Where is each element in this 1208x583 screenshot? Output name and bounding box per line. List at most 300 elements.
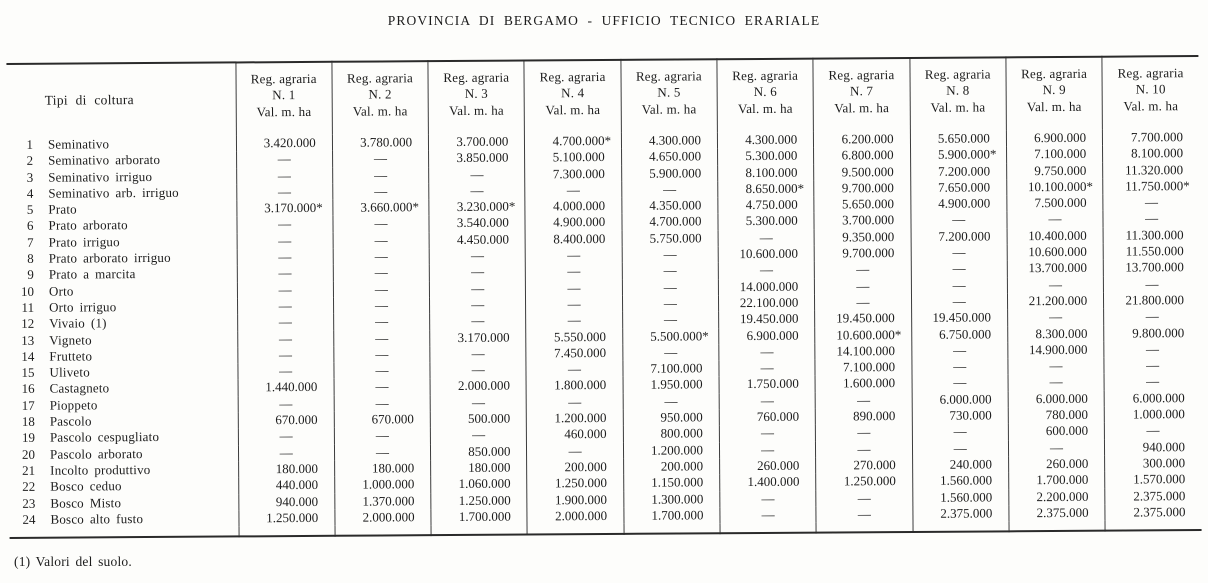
cell-value: 3.700.000 <box>814 212 910 229</box>
row-number: 22 <box>22 479 36 495</box>
column-header-line-region: Reg. agraria <box>443 69 510 86</box>
row-label-cell <box>9 461 238 479</box>
cell-empty: — <box>815 278 911 295</box>
row-label-cell <box>8 347 237 365</box>
cell-empty: — <box>912 375 1008 392</box>
cell-value: 8.100.000 <box>718 164 814 181</box>
cell-value: 4.700.000 <box>622 214 718 231</box>
cell-value: 2.000.000 <box>527 508 623 525</box>
cell-empty: — <box>911 261 1007 278</box>
column-header-line-unit: Val. m. ha <box>352 103 408 119</box>
cell-empty: — <box>238 396 334 413</box>
cell-empty: — <box>333 248 429 265</box>
cell-value: 1.700.000 <box>1009 472 1105 489</box>
cell-empty: — <box>1104 357 1200 374</box>
cell-value: 3.700.000 <box>429 134 525 151</box>
cell-value: 2.375.000 <box>1105 488 1201 505</box>
cell-value: 300.000 <box>1105 455 1201 472</box>
row-label: Seminativo arborato <box>48 152 161 168</box>
cell-value: 1.300.000 <box>623 491 719 508</box>
column-header-line-unit: Val. m. ha <box>737 100 793 116</box>
row-number: 13 <box>21 332 35 348</box>
cell-value: 4.450.000 <box>429 231 525 248</box>
row-label: Uliveto <box>49 364 90 380</box>
cell-empty: — <box>237 330 333 347</box>
cell-value: 180.000 <box>334 460 430 477</box>
cell-empty: — <box>911 244 1007 261</box>
spacer-cell <box>431 525 527 536</box>
row-label: Castagneto <box>49 380 110 397</box>
cell-value: 5.300.000 <box>718 148 814 165</box>
cell-value: 950.000 <box>623 409 719 426</box>
row-number: 9 <box>27 267 34 283</box>
column-header-line-unit: Val. m. ha <box>1123 98 1179 114</box>
row-label-cell <box>7 201 236 219</box>
row-label: Pascolo cespugliato <box>49 429 160 446</box>
row-label-cell <box>8 298 237 316</box>
cell-value: 14.100.000 <box>815 343 911 360</box>
table-container <box>6 55 1201 539</box>
cell-value: 440.000 <box>238 477 334 494</box>
cell-value: 1.700.000 <box>624 507 720 524</box>
row-label-cell <box>8 233 237 251</box>
spacer-cell <box>10 527 239 539</box>
cell-value: 2.000.000 <box>335 509 431 526</box>
cell-empty: — <box>623 344 719 361</box>
row-number: 11 <box>21 299 35 315</box>
cell-value: 1.700.000 <box>431 508 527 525</box>
cell-value: 13.700.000 <box>1007 260 1103 277</box>
cell-empty: — <box>1008 439 1104 456</box>
column-header-line-region: Reg. agraria <box>924 66 991 82</box>
cell-empty: — <box>1007 276 1103 293</box>
cell-value: 1.600.000 <box>815 375 911 392</box>
cell-empty: — <box>334 444 430 461</box>
cell-value: 8.400.000 <box>525 231 621 248</box>
cell-empty: — <box>333 281 429 298</box>
column-header-line-number: N. 8 <box>946 82 970 99</box>
cell-empty: — <box>526 247 622 264</box>
cell-empty: — <box>333 232 429 249</box>
column-header-reg-agraria-7 <box>813 58 910 132</box>
cell-value: 6.750.000 <box>911 326 1007 343</box>
cell-empty: — <box>622 295 718 312</box>
cell-value: 9.500.000 <box>814 164 910 181</box>
cell-empty: — <box>237 265 333 282</box>
column-header-tipi-di-coltura <box>6 62 235 137</box>
footnote: (1) Valori del suolo. <box>14 554 132 569</box>
row-label-cell <box>7 168 236 186</box>
cell-empty: — <box>525 182 621 199</box>
cell-empty: — <box>429 182 525 199</box>
row-label: Incolto produttivo <box>50 461 151 478</box>
cell-value: 1.150.000 <box>623 474 719 491</box>
cell-value: 5.900.000 <box>621 165 717 182</box>
cell-empty: — <box>527 443 623 460</box>
row-label: Prato a marcita <box>48 266 136 283</box>
row-label-cell <box>8 331 237 349</box>
row-label-cell <box>7 135 236 153</box>
cell-empty: — <box>527 394 623 411</box>
cell-value: 3.420.000 <box>236 135 332 152</box>
cell-value: 5.550.000 <box>526 328 622 345</box>
cell-empty: — <box>334 330 430 347</box>
column-header-line-region: Reg. agraria <box>635 68 702 84</box>
cell-empty: — <box>1104 308 1200 325</box>
column-header-line-number: N. 6 <box>753 84 777 100</box>
cell-empty: — <box>237 298 333 315</box>
cell-value: 1.900.000 <box>527 491 623 508</box>
row-label: Seminativo arb. irriguo <box>48 184 179 201</box>
cell-value: 1.800.000 <box>526 377 622 394</box>
row-number: 14 <box>21 348 35 364</box>
cell-value: 4.900.000 <box>525 214 621 231</box>
row-label: Orto irriguo <box>49 299 117 315</box>
cell-empty: — <box>333 216 429 233</box>
cell-value: 6.000.000 <box>912 391 1008 408</box>
column-header-line-number: N. 4 <box>561 85 585 101</box>
cell-number: 8.650.000 <box>745 180 798 196</box>
cell-value-starred <box>1103 178 1199 195</box>
cell-value: 2.200.000 <box>1009 488 1105 505</box>
spacer-cell <box>239 526 335 537</box>
cell-empty: — <box>1105 422 1201 439</box>
column-header-line-region: Reg. agraria <box>250 70 317 87</box>
row-number: 12 <box>21 316 35 332</box>
cell-value: 180.000 <box>238 461 334 478</box>
cell-value: 1.200.000 <box>527 410 623 427</box>
cell-number: 5.900.000 <box>937 146 990 163</box>
column-header-line-region: Reg. agraria <box>828 67 895 83</box>
column-header-reg-agraria-6 <box>717 59 814 133</box>
cell-value: 10.600.000 <box>1007 244 1103 261</box>
row-number: 8 <box>27 250 34 266</box>
cell-value: 730.000 <box>912 407 1008 424</box>
cell-value: 1.250.000 <box>527 475 623 492</box>
cell-empty: — <box>622 246 718 263</box>
cell-empty: — <box>1008 374 1104 391</box>
cell-value: 7.300.000 <box>525 165 621 182</box>
cell-value: 1.400.000 <box>720 474 816 491</box>
cell-value: 1.750.000 <box>719 376 815 393</box>
column-header-reg-agraria-5 <box>621 59 718 133</box>
row-number: 10 <box>20 283 34 299</box>
cell-value: 21.200.000 <box>1007 293 1103 310</box>
cell-empty: — <box>720 490 816 507</box>
cell-number: 4.700.000 <box>552 132 605 149</box>
cell-value: 260.000 <box>720 458 816 475</box>
cell-value: 260.000 <box>1008 456 1104 473</box>
cell-value: 1.560.000 <box>912 473 1008 490</box>
column-header-line-region: Reg. agraria <box>732 67 799 84</box>
row-label: Orto <box>48 283 74 299</box>
cell-empty: — <box>334 346 430 363</box>
column-header-line-number: N. 5 <box>657 84 681 101</box>
spacer-cell <box>624 523 720 534</box>
cell-empty: — <box>526 361 622 378</box>
row-label: Pioppeto <box>49 397 98 413</box>
cell-value: 7.200.000 <box>911 228 1007 245</box>
column-header-reg-agraria-1 <box>235 62 332 136</box>
cell-empty: — <box>333 313 429 330</box>
cell-value: 6.800.000 <box>814 147 910 164</box>
cell-value: 4.750.000 <box>718 197 814 214</box>
cell-value: 19.450.000 <box>815 310 911 327</box>
row-label-cell <box>8 282 237 300</box>
cell-value: 6.000.000 <box>1104 390 1200 407</box>
row-number: 2 <box>26 153 34 169</box>
cell-empty: — <box>911 358 1007 375</box>
cell-empty: — <box>622 263 718 280</box>
cell-value: 4.650.000 <box>621 149 717 166</box>
row-label-cell <box>9 445 238 463</box>
row-label: Prato <box>48 201 77 217</box>
cell-value-starred <box>525 133 621 150</box>
cell-value: 4.300.000 <box>621 132 717 149</box>
cell-value: 3.170.000 <box>430 329 526 346</box>
cell-empty: — <box>334 395 430 412</box>
cell-value: 1.370.000 <box>335 493 431 510</box>
document-title: PROVINCIA DI BERGAMO - UFFICIO TECNICO ERARIALE <box>387 13 821 28</box>
row-label: Seminativo irriguo <box>48 168 153 185</box>
cell-empty: — <box>237 281 333 298</box>
column-header-line-unit: Val. m. ha <box>1026 98 1082 115</box>
cell-value-starred <box>815 327 911 344</box>
cell-value-starred <box>718 180 814 197</box>
row-label: Prato arborato <box>48 217 128 234</box>
cell-value: 1.950.000 <box>623 377 719 394</box>
cell-value: 10.400.000 <box>1007 227 1103 244</box>
cell-empty: — <box>429 280 525 297</box>
cell-empty: — <box>430 313 526 330</box>
cell-value: 1.570.000 <box>1105 471 1201 488</box>
cell-empty: — <box>912 424 1008 441</box>
row-label-cell <box>7 152 236 170</box>
cell-empty: — <box>719 441 815 458</box>
cell-empty: — <box>236 184 332 201</box>
row-number: 17 <box>21 397 35 413</box>
row-number: 20 <box>21 446 36 462</box>
cell-empty: — <box>236 151 332 168</box>
row-label: Vivaio (1) <box>49 315 107 331</box>
cell-empty: — <box>334 362 430 379</box>
spacer-cell <box>816 522 912 533</box>
row-number: 23 <box>22 495 36 511</box>
cell-value: 180.000 <box>431 459 527 476</box>
cell-value: 11.550.000 <box>1103 243 1199 260</box>
cell-empty: — <box>1103 211 1199 228</box>
cell-value-starred <box>910 147 1006 164</box>
cell-empty: — <box>816 441 912 458</box>
cell-value: 670.000 <box>334 411 430 428</box>
cell-empty: — <box>430 345 526 362</box>
cell-empty: — <box>719 392 815 409</box>
cell-empty: — <box>333 297 429 314</box>
cell-empty: — <box>526 296 622 313</box>
column-header-reg-agraria-9 <box>1006 57 1103 131</box>
cell-empty: — <box>333 183 429 200</box>
column-header-line-number: N. 9 <box>1042 82 1066 98</box>
cell-value: 9.700.000 <box>814 180 910 197</box>
cell-value: 3.540.000 <box>429 215 525 232</box>
cell-value-starred <box>1007 179 1103 196</box>
cell-value: 500.000 <box>430 411 526 428</box>
column-header-reg-agraria-4 <box>524 60 621 134</box>
cell-empty: — <box>718 229 814 246</box>
row-label-cell <box>9 429 238 447</box>
cell-empty: — <box>429 248 525 265</box>
cell-empty: — <box>1104 373 1200 390</box>
cell-value: 7.450.000 <box>526 345 622 362</box>
spacer-cell <box>1009 521 1105 532</box>
cell-empty: — <box>1104 276 1200 293</box>
cell-empty: — <box>430 427 526 444</box>
cell-empty: — <box>526 263 622 280</box>
cell-value: 9.800.000 <box>1104 325 1200 342</box>
table-header-row <box>6 56 1198 137</box>
cell-value-starred <box>333 199 429 216</box>
cell-empty: — <box>1103 194 1199 211</box>
cell-empty: — <box>238 444 334 461</box>
cell-empty: — <box>238 428 334 445</box>
cell-value: 1.560.000 <box>912 489 1008 506</box>
row-label-cell <box>8 315 237 333</box>
row-number: 16 <box>21 381 35 397</box>
cell-value: 19.450.000 <box>719 311 815 328</box>
cell-value: 670.000 <box>238 412 334 429</box>
cell-value: 5.100.000 <box>525 149 621 166</box>
cell-empty: — <box>621 181 717 198</box>
cell-value: 9.700.000 <box>814 245 910 262</box>
cell-value: 2.375.000 <box>1105 504 1201 521</box>
cell-empty: — <box>430 296 526 313</box>
column-header-line-number: N. 3 <box>464 86 489 102</box>
cell-value: 10.600.000 <box>718 246 814 263</box>
column-header-line-unit: Val. m. ha <box>930 99 986 115</box>
row-number: 5 <box>26 201 34 218</box>
cell-empty: — <box>429 166 525 183</box>
cell-empty: — <box>332 167 428 184</box>
cell-value: 890.000 <box>816 408 912 425</box>
cell-empty: — <box>430 394 526 411</box>
cell-empty: — <box>237 314 333 331</box>
cell-value: 7.100.000 <box>1006 146 1102 163</box>
cell-empty: — <box>719 343 815 360</box>
cell-value: 7.500.000 <box>1007 195 1103 212</box>
cell-value: 240.000 <box>912 456 1008 473</box>
cell-empty: — <box>911 212 1007 229</box>
row-label-cell <box>8 364 237 382</box>
row-label: Pascolo arborato <box>49 445 143 462</box>
cell-value: 3.850.000 <box>429 150 525 167</box>
cell-empty: — <box>1008 358 1104 375</box>
cell-value: 6.900.000 <box>719 327 815 344</box>
cell-value: 9.350.000 <box>814 229 910 246</box>
cell-empty: — <box>815 392 911 409</box>
row-label: Seminativo <box>47 136 110 152</box>
row-label-cell <box>9 380 238 398</box>
cell-empty: — <box>236 216 332 233</box>
cell-value: 1.250.000 <box>431 492 527 509</box>
row-number: 19 <box>21 430 35 446</box>
cell-number: 3.230.000 <box>456 198 509 215</box>
cell-empty: — <box>1104 341 1200 358</box>
cell-empty: — <box>622 279 718 296</box>
cell-value: 800.000 <box>623 426 719 443</box>
row-header-label: Tipi di coltura <box>44 91 134 108</box>
cell-value: 4.350.000 <box>622 197 718 214</box>
cell-value: 7.100.000 <box>815 359 911 376</box>
row-label-cell <box>9 412 238 430</box>
cell-empty: — <box>911 277 1007 294</box>
cell-value: 7.200.000 <box>910 163 1006 180</box>
cell-empty: — <box>719 360 815 377</box>
cell-empty: — <box>911 293 1007 310</box>
cell-value: 1.250.000 <box>238 510 334 527</box>
cell-number: 3.170.000 <box>264 200 317 216</box>
cell-number: 5.500.000 <box>650 327 703 344</box>
cell-value-starred <box>236 200 332 217</box>
cell-value: 14.900.000 <box>1008 342 1104 359</box>
cell-value: 21.800.000 <box>1104 292 1200 309</box>
spacer-cell <box>335 525 431 536</box>
column-header-line-number: N. 10 <box>1135 81 1166 97</box>
cell-value: 11.300.000 <box>1103 227 1199 244</box>
column-header-line-unit: Val. m. ha <box>545 101 601 118</box>
cell-empty: — <box>526 280 622 297</box>
cell-number: 3.660.000 <box>360 199 413 215</box>
cell-empty: — <box>1007 211 1103 228</box>
column-header-line-unit: Val. m. ha <box>641 101 697 117</box>
column-header-line-number: N. 1 <box>272 87 296 103</box>
cell-empty: — <box>815 261 911 278</box>
cell-value: 2.000.000 <box>430 378 526 395</box>
cell-value: 1.000.000 <box>1104 406 1200 423</box>
cell-value: 7.100.000 <box>623 360 719 377</box>
cell-value: 2.375.000 <box>912 505 1008 522</box>
cell-value: 600.000 <box>1008 423 1104 440</box>
cell-empty: — <box>816 424 912 441</box>
cell-value: 4.000.000 <box>525 198 621 215</box>
cell-empty: — <box>237 233 333 250</box>
cell-empty: — <box>332 150 428 167</box>
row-label: Pascolo <box>49 413 92 429</box>
column-header-line-region: Reg. agraria <box>1117 65 1184 81</box>
row-label-cell <box>7 217 236 235</box>
cell-value: 5.750.000 <box>622 230 718 247</box>
cell-empty: — <box>334 379 430 396</box>
cell-value: 6.900.000 <box>1006 130 1102 147</box>
cell-value: 1.250.000 <box>816 473 912 490</box>
column-header-line-unit: Val. m. ha <box>256 103 312 120</box>
cell-empty: — <box>912 440 1008 457</box>
cell-empty: — <box>816 506 912 523</box>
coltura-values-table <box>6 55 1201 539</box>
cell-empty: — <box>622 312 718 329</box>
row-number: 4 <box>26 185 34 201</box>
row-number: 18 <box>21 413 35 429</box>
cell-value: 7.650.000 <box>910 179 1006 196</box>
cell-value-starred <box>429 199 525 216</box>
cell-value: 5.300.000 <box>718 213 814 230</box>
column-header-line-region: Reg. agraria <box>539 68 606 85</box>
cell-empty: — <box>334 427 430 444</box>
cell-value: 1.440.000 <box>238 379 334 396</box>
cell-value: 5.650.000 <box>814 196 910 213</box>
cell-value: 19.450.000 <box>911 310 1007 327</box>
cell-empty: — <box>719 425 815 442</box>
row-number: 1 <box>26 136 34 152</box>
